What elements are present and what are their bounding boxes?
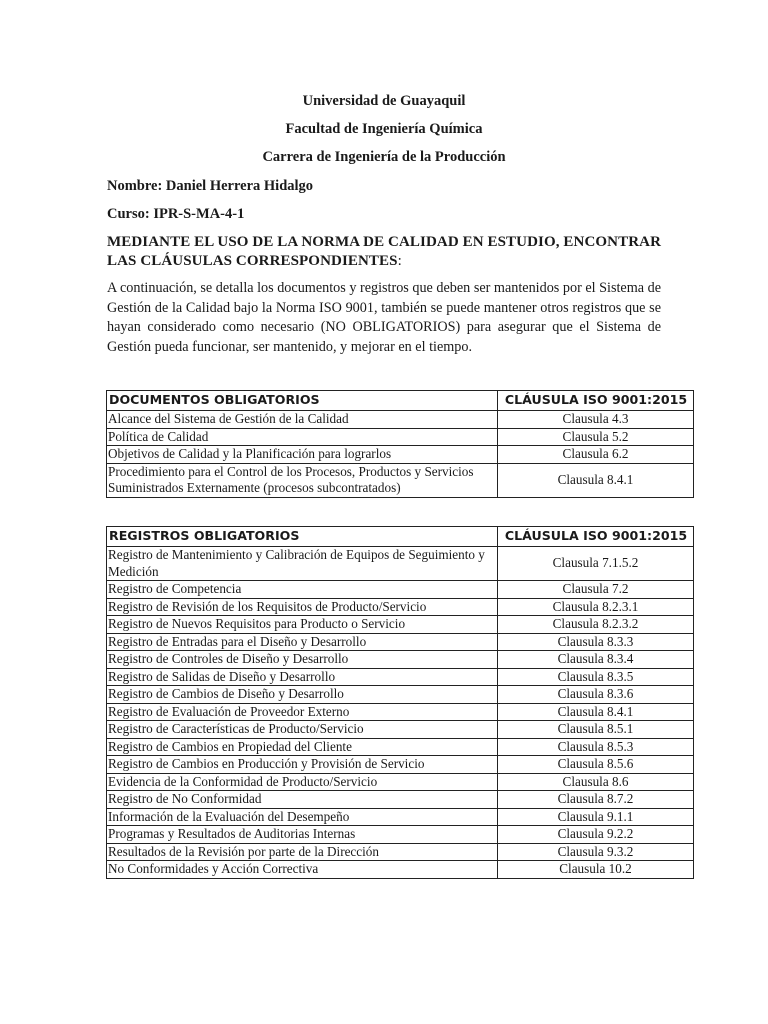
row-item-name: Información de la Evaluación del Desempeño <box>107 808 498 826</box>
faculty-title: Facultad de Ingeniería Química <box>285 121 483 137</box>
row-clause: Clausula 8.3.4 <box>498 651 694 669</box>
row-clause: Clausula 10.2 <box>498 861 694 879</box>
table-row <box>107 738 694 756</box>
row-item-name: No Conformidades y Acción Correctiva <box>107 861 498 879</box>
row-clause: Clausula 8.4.1 <box>498 463 694 497</box>
row-item-name: Registro de Mantenimiento y Calibración de Equipos de Seguimiento y Medición <box>107 547 498 581</box>
intro-paragraph: A continuación, se detalla los documentos y registros que deben ser mantenidos por el Sistema de Gestión de la Calidad bajo la Norma ISO 9001, también se puede mantener otros registros que se hayan considerado como necesario (NO OBLIGATORIOS) para asegurar que el Sistema de Gestión pueda funcionar, ser mantenido, y mejorar en el tiempo. <box>107 280 661 355</box>
row-clause: Clausula 8.7.2 <box>498 791 694 809</box>
row-clause: Clausula 6.2 <box>498 446 694 464</box>
table-row <box>107 703 694 721</box>
column-header-documents: DOCUMENTOS OBLIGATORIOS <box>107 391 498 411</box>
table-row <box>107 651 694 669</box>
row-item-name: Objetivos de Calidad y la Planificación para lograrlos <box>107 446 498 464</box>
mandatory-records-table <box>106 526 694 879</box>
table-row <box>107 463 694 497</box>
row-clause: Clausula 8.2.3.2 <box>498 616 694 634</box>
table-row <box>107 547 694 581</box>
table-header-row <box>107 527 694 547</box>
table-row <box>107 843 694 861</box>
career-title: Carrera de Ingeniería de la Producción <box>262 149 506 165</box>
row-clause: Clausula 8.5.6 <box>498 756 694 774</box>
table-row <box>107 446 694 464</box>
row-item-name: Registro de Cambios de Diseño y Desarrollo <box>107 686 498 704</box>
row-clause: Clausula 8.5.1 <box>498 721 694 739</box>
row-clause: Clausula 8.2.3.1 <box>498 598 694 616</box>
row-clause: Clausula 8.3.3 <box>498 633 694 651</box>
heading-colon: : <box>397 253 402 269</box>
row-clause: Clausula 4.3 <box>498 411 694 429</box>
course-code: Curso: IPR-S-MA-4-1 <box>107 206 245 222</box>
table-row <box>107 826 694 844</box>
table-row <box>107 616 694 634</box>
table-row <box>107 411 694 429</box>
row-item-name: Evidencia de la Conformidad de Producto/Servicio <box>107 773 498 791</box>
column-header-records: REGISTROS OBLIGATORIOS <box>107 527 498 547</box>
mandatory-documents-table <box>106 390 694 498</box>
table-row <box>107 686 694 704</box>
row-clause: Clausula 7.1.5.2 <box>498 547 694 581</box>
row-item-name: Alcance del Sistema de Gestión de la Calidad <box>107 411 498 429</box>
row-clause: Clausula 9.2.2 <box>498 826 694 844</box>
table-row <box>107 808 694 826</box>
row-item-name: Registro de Evaluación de Proveedor Externo <box>107 703 498 721</box>
table-row <box>107 598 694 616</box>
row-clause: Clausula 8.3.6 <box>498 686 694 704</box>
column-header-clause: CLÁUSULA ISO 9001:2015 <box>498 527 694 547</box>
table-row <box>107 668 694 686</box>
table-header-row <box>107 391 694 411</box>
row-clause: Clausula 9.1.1 <box>498 808 694 826</box>
university-title: Universidad de Guayaquil <box>302 93 466 109</box>
row-item-name: Registro de No Conformidad <box>107 791 498 809</box>
table-row <box>107 861 694 879</box>
row-clause: Clausula 8.4.1 <box>498 703 694 721</box>
row-item-name: Procedimiento para el Control de los Procesos, Productos y Servicios Suministrados Externamente (procesos subcontratados) <box>107 463 498 497</box>
table-row <box>107 428 694 446</box>
assignment-heading <box>107 233 692 271</box>
row-item-name: Programas y Resultados de Auditorias Internas <box>107 826 498 844</box>
table-row <box>107 773 694 791</box>
row-item-name: Registro de Nuevos Requisitos para Producto o Servicio <box>107 616 498 634</box>
column-header-clause: CLÁUSULA ISO 9001:2015 <box>498 391 694 411</box>
row-clause: Clausula 5.2 <box>498 428 694 446</box>
row-item-name: Registro de Competencia <box>107 581 498 599</box>
row-item-name: Registro de Entradas para el Diseño y Desarrollo <box>107 633 498 651</box>
row-item-name: Registro de Revisión de los Requisitos de Producto/Servicio <box>107 598 498 616</box>
row-item-name: Política de Calidad <box>107 428 498 446</box>
row-clause: Clausula 7.2 <box>498 581 694 599</box>
table-row <box>107 633 694 651</box>
table-row <box>107 756 694 774</box>
row-item-name: Registro de Controles de Diseño y Desarrollo <box>107 651 498 669</box>
row-clause: Clausula 8.3.5 <box>498 668 694 686</box>
row-item-name: Registro de Características de Producto/Servicio <box>107 721 498 739</box>
row-item-name: Resultados de la Revisión por parte de la Dirección <box>107 843 498 861</box>
heading-text: MEDIANTE EL USO DE LA NORMA DE CALIDAD EN ESTUDIO, ENCONTRAR LAS CLÁUSULAS CORRESPONDIENTES <box>107 234 661 269</box>
table-row <box>107 581 694 599</box>
row-clause: Clausula 8.6 <box>498 773 694 791</box>
row-item-name: Registro de Cambios en Producción y Provisión de Servicio <box>107 756 498 774</box>
row-clause: Clausula 9.3.2 <box>498 843 694 861</box>
table-row <box>107 721 694 739</box>
row-clause: Clausula 8.5.3 <box>498 738 694 756</box>
table-row <box>107 791 694 809</box>
row-item-name: Registro de Cambios en Propiedad del Cliente <box>107 738 498 756</box>
student-name: Nombre: Daniel Herrera Hidalgo <box>107 178 314 194</box>
row-item-name: Registro de Salidas de Diseño y Desarrollo <box>107 668 498 686</box>
